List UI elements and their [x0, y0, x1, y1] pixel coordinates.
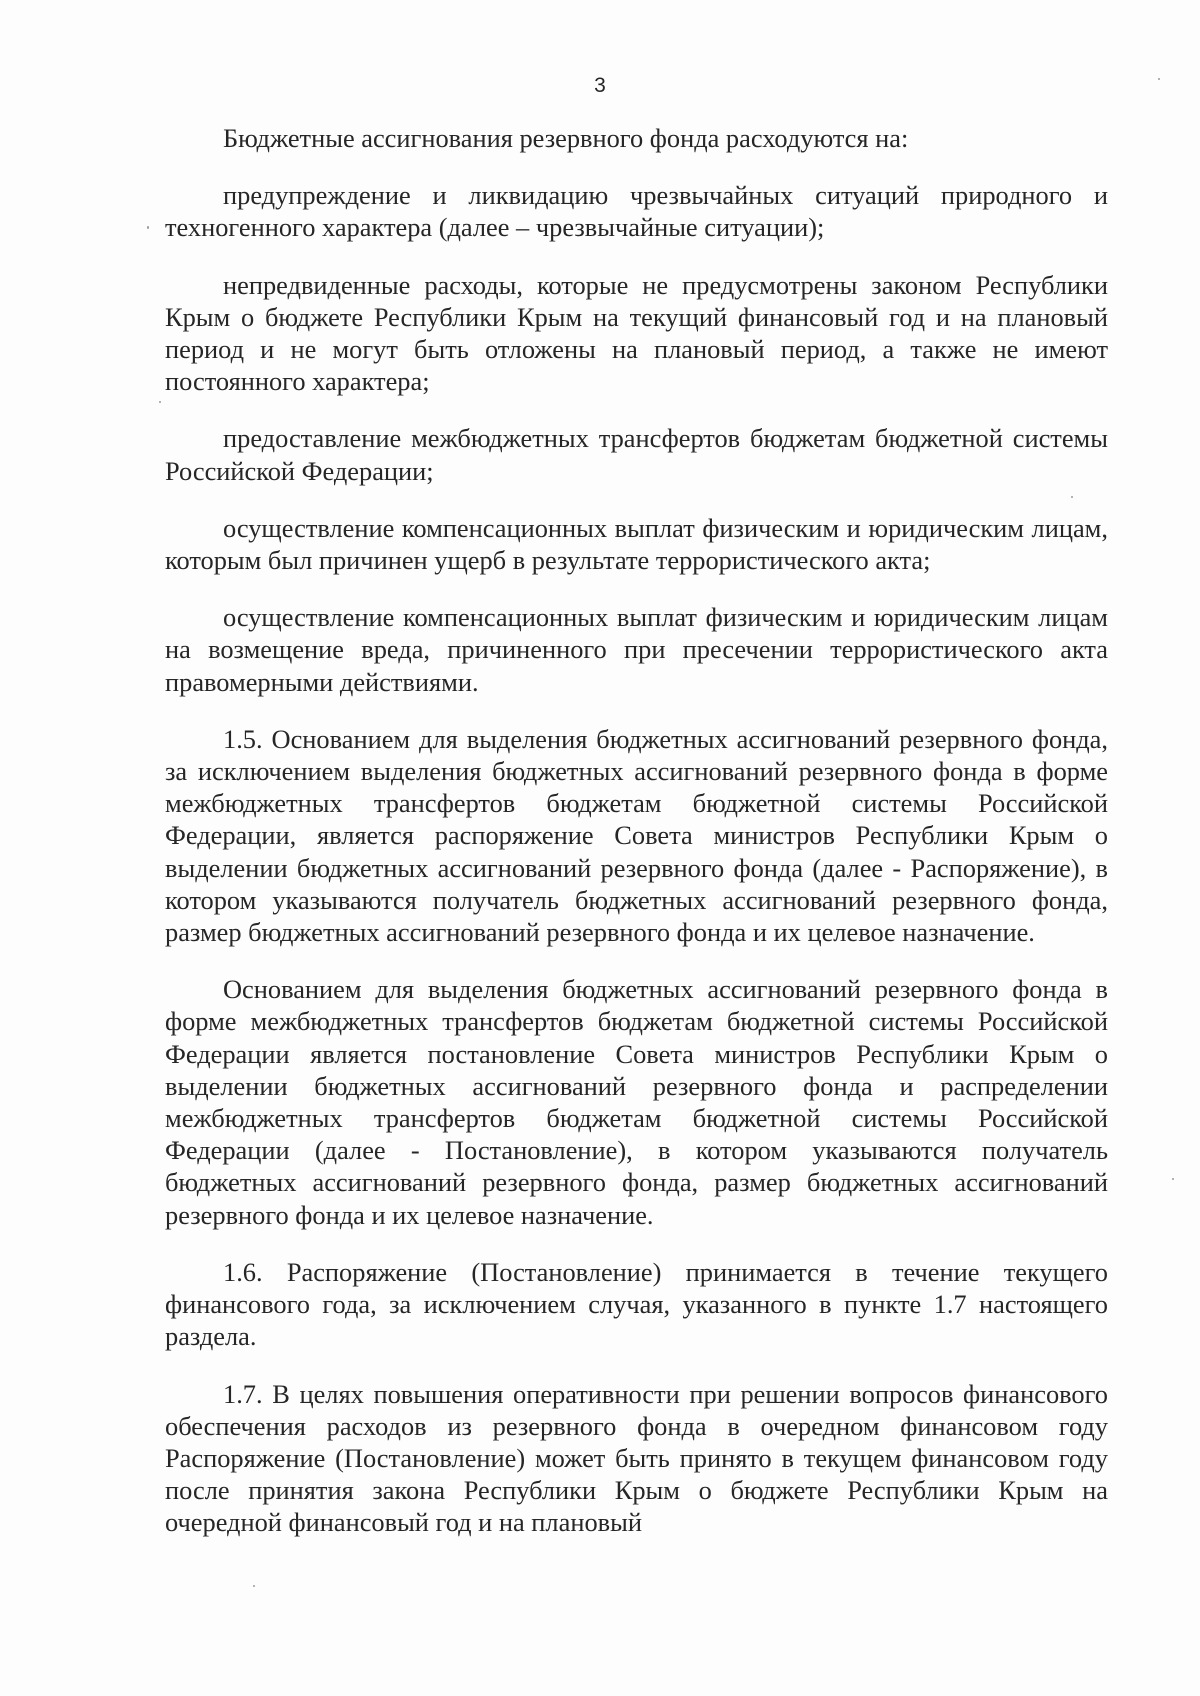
scan-speck — [253, 1585, 255, 1587]
paragraph-intro: Бюджетные ассигнования резервного фонда расходуются на: — [223, 123, 909, 153]
paragraph-clause-1-5: 1.5. Основанием для выделения бюджетных ассигнований резервного фонда, за исключением выделения бюджетных ассигнований резервного фонда в форме межбюджетных трансфертов бюджетам бюджетной системы Российской Федерации, является распоряжение Совета министров Республики Крым о выделении бюджетных ассигнований резервного фонда (далее - Распоряжение), в котором указываются получатель бюджетных ассигнований резервного фонда, размер бюджетных ассигнований резервного фонда и их целевое назначение. — [165, 723, 1108, 948]
paragraph-unforeseen-expenses: непредвиденные расходы, которые не предусмотрены законом Республики Крым о бюджете Республики Крым на текущий финансовый год и на плановый период и не могут быть отложены на плановый период, а также не имеют постоянного характера; — [165, 269, 1108, 397]
paragraph-interbudget-transfers: предоставление межбюджетных трансфертов бюджетам бюджетной системы Российской Федерации; — [165, 423, 1108, 486]
paragraph-basis-resolution: Основанием для выделения бюджетных ассигнований резервного фонда в форме межбюджетных трансфертов бюджетам бюджетной системы Российской Федерации является постановление Совета министров Республики Крым о выделении бюджетных ассигнований резервного фонда и распределении межбюджетных трансфертов бюджетам бюджетной системы Российской Федерации (далее - Постановление), в котором указываются получатель бюджетных ассигнований резервного фонда, размер бюджетных ассигнований резервного фонда и их целевое назначение. — [165, 974, 1108, 1230]
scan-speck — [159, 401, 161, 403]
scan-speck — [147, 226, 149, 229]
scan-speck — [1172, 1178, 1174, 1180]
scan-speck — [1071, 496, 1073, 498]
paragraph-clause-1-6: 1.6. Распоряжение (Постановление) принимается в течение текущего финансового года, за исключением случая, указанного в пункте 1.7 настоящего раздела. — [165, 1256, 1108, 1352]
paragraph-emergency-situations: предупреждение и ликвидацию чрезвычайных ситуаций природного и техногенного характера (далее – чрезвычайные ситуации); — [165, 180, 1108, 243]
scan-speck — [1158, 78, 1160, 80]
paragraph-compensation-damage: осуществление компенсационных выплат физическим и юридическим лицам, которым был причинен ущерб в результате террористического акта; — [165, 512, 1108, 576]
paragraph-compensation-harm: осуществление компенсационных выплат физическим и юридическим лицам на возмещение вреда, причиненного при пресечении террористического акта правомерными действиями. — [165, 602, 1108, 697]
document-body — [165, 122, 1108, 1564]
page-number: 3 — [594, 74, 606, 97]
paragraph-clause-1-7: 1.7. В целях повышения оперативности при решении вопросов финансового обеспечения расходов из резервного фонда в очередном финансовом году Распоряжение (Постановление) может быть принято в текущем финансовом году после принятия закона Республики Крым о бюджете Республики Крым на очередной финансовый год и на плановый — [165, 1378, 1108, 1538]
